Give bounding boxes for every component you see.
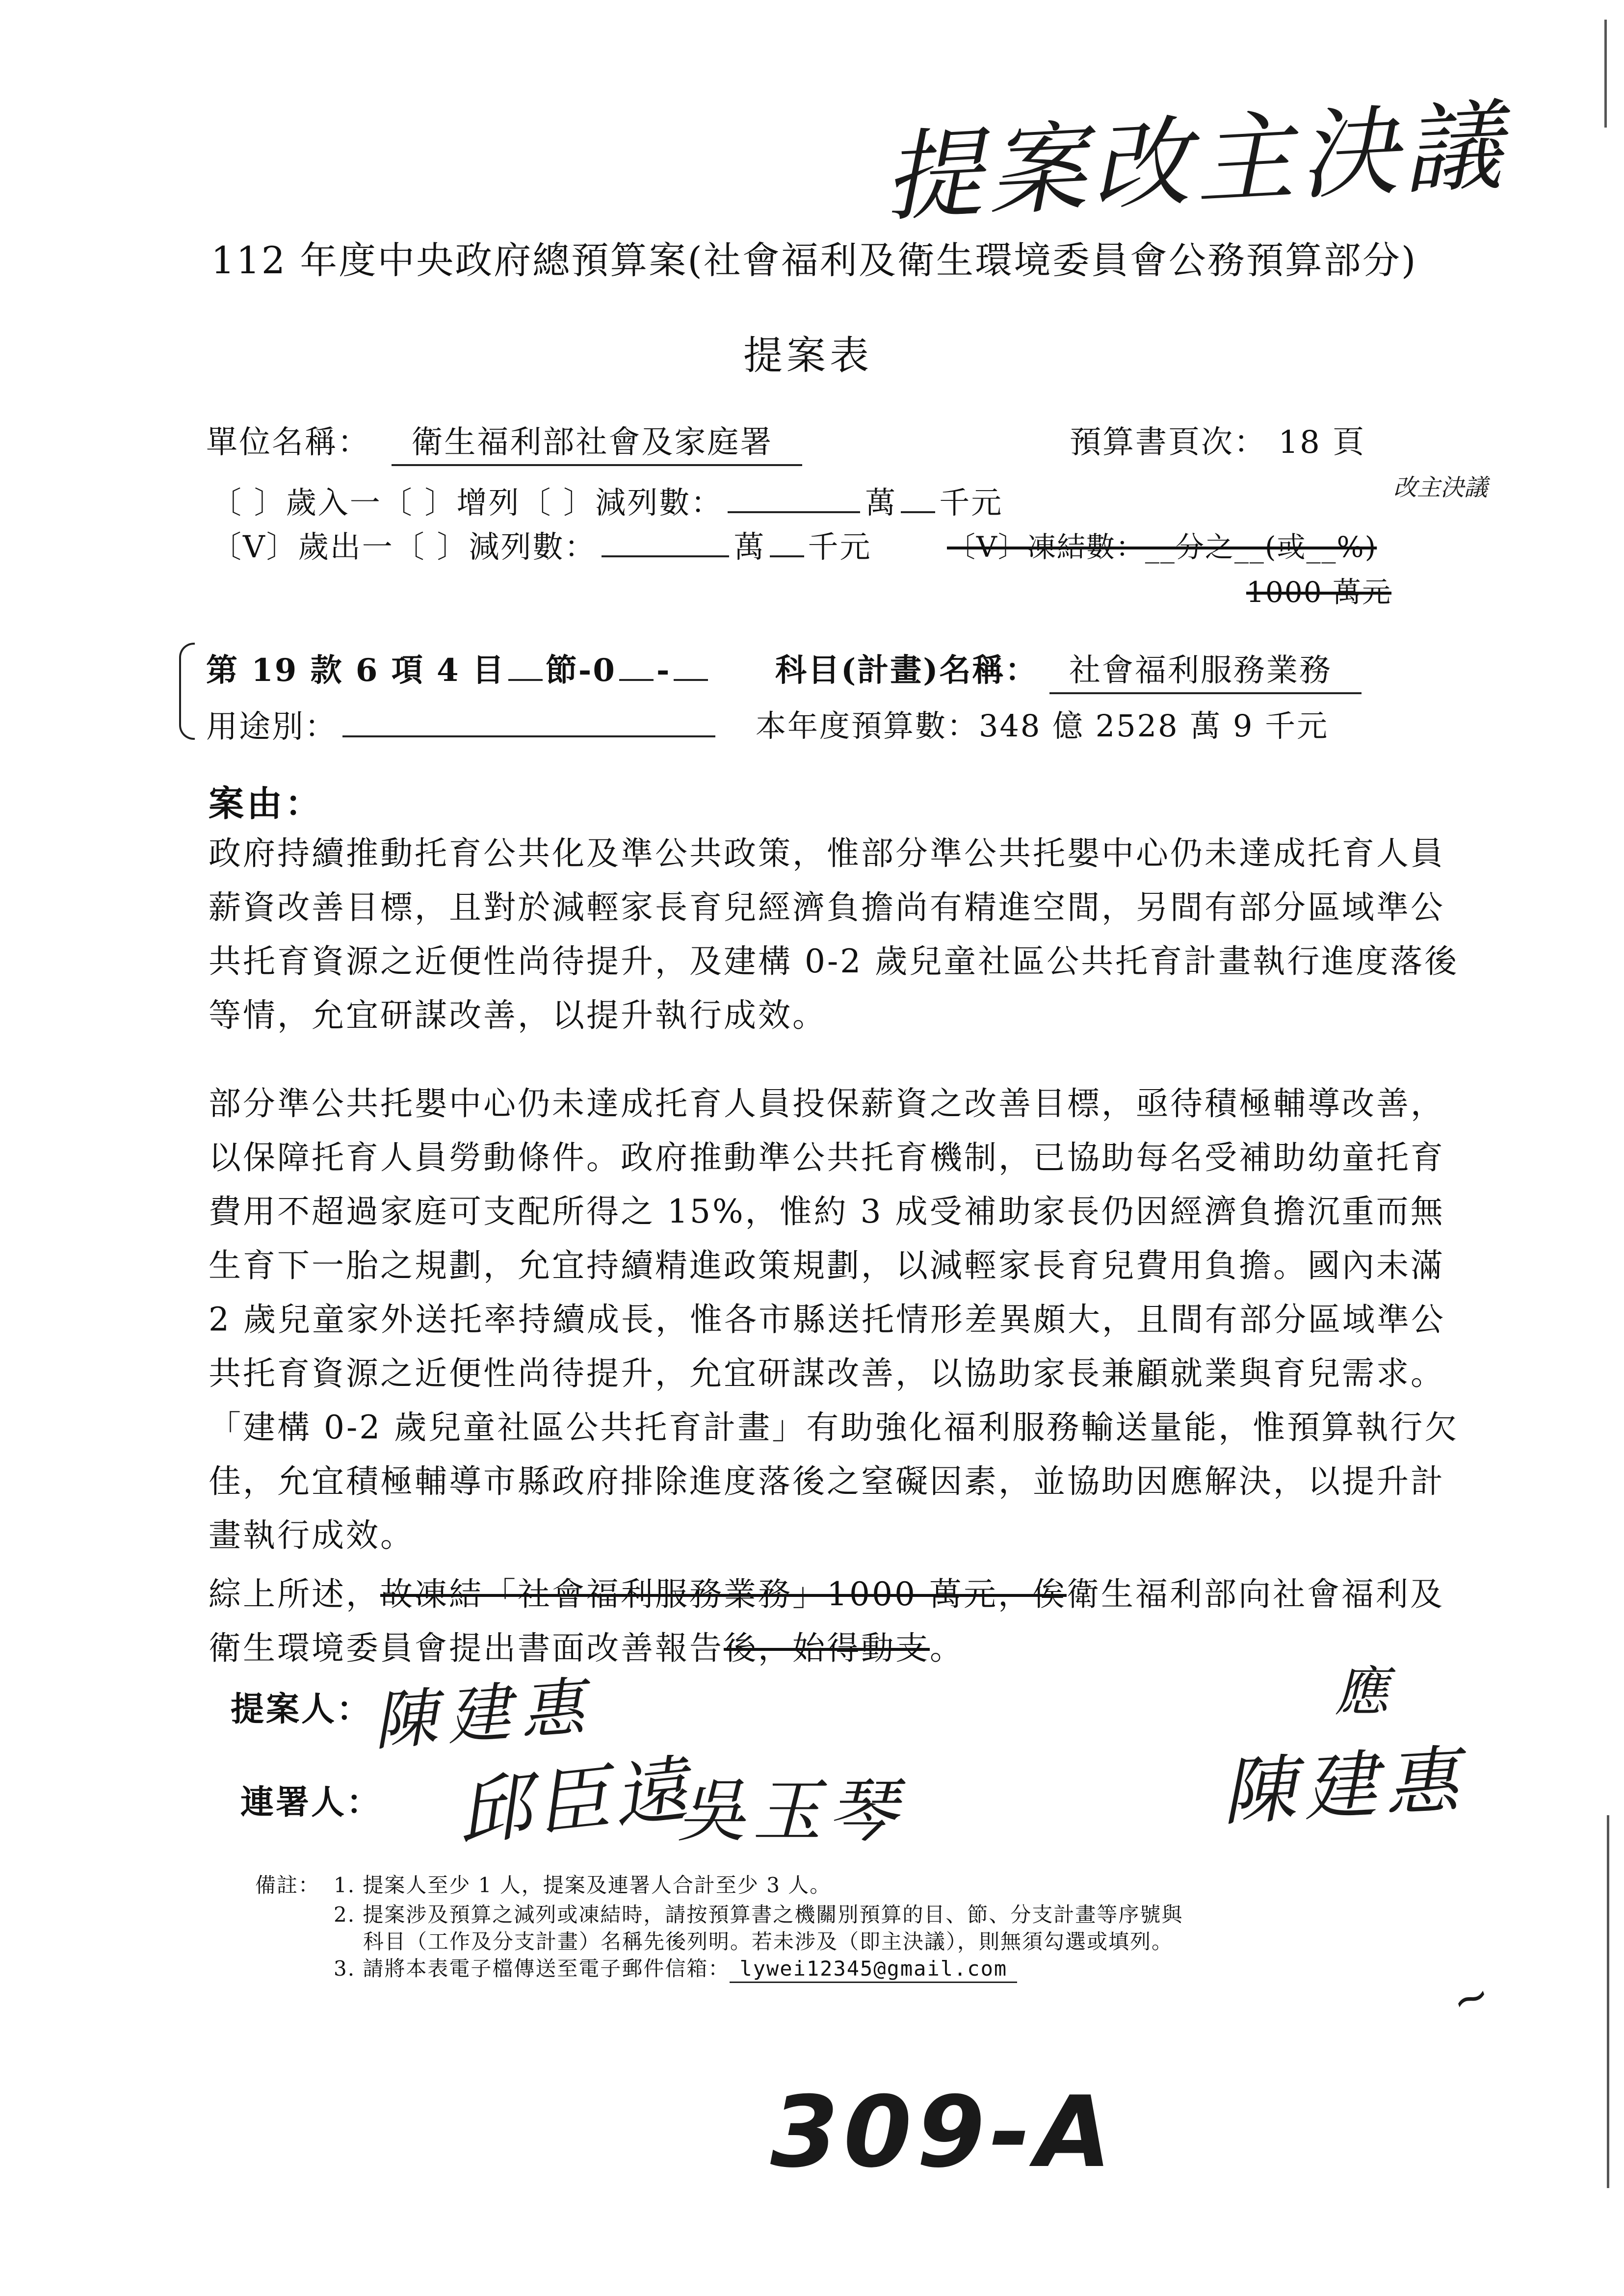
revenue-cut-checkbox[interactable]: 〔 〕 [520, 485, 596, 521]
revenue-cut-label: 減列數： [595, 485, 723, 521]
expense-wan-unit: 萬 [733, 529, 766, 565]
budget-page-row [1070, 417, 1365, 462]
unit-name-label: 單位名稱： [206, 424, 370, 461]
proposer-label: 提案人： [231, 1690, 372, 1729]
reason-release-struck: 後，始得動支 [724, 1629, 930, 1667]
freeze-amount-struck: 1000 萬元 [1246, 575, 1392, 609]
expense-cut-label: 減列數： [469, 529, 597, 565]
usage-label: 用途別： [206, 709, 338, 745]
subject-dash: - [656, 652, 671, 689]
revenue-row [211, 478, 1003, 522]
subject-section: 節-0 [545, 652, 616, 689]
unit-name-value: 衛生福利部社會及家庭署 [392, 417, 802, 466]
cosigner-signature-1: 邱臣遠 [453, 1747, 697, 1856]
budget-page-label: 預算書頁次： [1070, 424, 1267, 461]
reason-paragraph-3 [209, 1567, 1465, 1675]
margin-handwritten-note: 改主決議 [1393, 474, 1488, 501]
page-number-handwritten: 309-A [770, 2075, 1117, 2190]
note-2b: 科目（工作及分支計畫）名稱先後列明。若未涉及（即主決議），則無須勾選或填列。 [363, 1930, 1174, 1954]
note-2a: 2. 提案涉及預算之減列或凍結時，請按預算書之機關別預算的目、節、分支計畫等序號與 [334, 1903, 1183, 1927]
reason-summary-mid: 衛生福利部向社會福利及衛生環境委員會提出書面改善報告 [209, 1575, 1444, 1667]
unit-name-row [206, 417, 802, 466]
reason-summary-end: 。 [930, 1629, 964, 1667]
revenue-qian-unit: 千元 [939, 485, 1003, 521]
add-label: 增列 [456, 485, 521, 521]
note-3-row [334, 1953, 1017, 1983]
subject-section-blank[interactable] [619, 655, 654, 681]
budget-amount-row [756, 702, 1329, 745]
freeze-fraction-struck: 〔V〕凍結數：__分之__(或__%) [947, 530, 1377, 564]
reason-summary-start: 綜上所述， [209, 1575, 380, 1613]
usage-row [206, 702, 715, 747]
handwritten-squiggle: ~ [1444, 1967, 1497, 2029]
reason-paragraph-1: 政府持續推動托育公共化及準公共政策，惟部分準公共托嬰中心仍未達成托育人員薪資改善目標，且對於減輕家長育兒經濟負擔尚有精進空間，另間有部分區域準公共托育資源之近便性尚待提升，及建構 0-2 歲兒童社區公共托育計畫執行進度落後等情，允宜研謀改善，以提升執行成效。 [209, 835, 1459, 1034]
revenue-wan-unit: 萬 [865, 485, 897, 521]
form-title: 提案表 [743, 333, 873, 378]
reason-heading: 案由： [209, 783, 324, 824]
cosigner-label: 連署人： [240, 1783, 382, 1822]
email-link[interactable]: lywei12345@gmail.com [730, 1957, 1017, 1983]
expense-label: 歲出一 [298, 529, 394, 565]
expense-qian-blank[interactable] [770, 531, 804, 557]
subject-code-blank[interactable] [508, 655, 543, 681]
expense-qian-unit: 千元 [808, 529, 872, 565]
revenue-label: 歲入一 [286, 485, 382, 521]
subject-name-row [775, 645, 1362, 694]
add-checkbox[interactable]: 〔 〕 [381, 485, 457, 521]
subject-code-row [206, 645, 708, 690]
note-1: 1. 提案人至少 1 人，提案及連署人合計至少 3 人。 [334, 1873, 832, 1897]
subject-item-code: 第 19 款 6 項 4 目 [206, 652, 505, 689]
expense-wan-blank[interactable] [602, 531, 729, 557]
note-3: 3. 請將本表電子檔傳送至電子郵件信箱： [334, 1957, 730, 1981]
revenue-wan-blank[interactable] [728, 487, 860, 513]
expense-cut-checkbox[interactable]: 〔 〕 [393, 529, 469, 565]
proposer-signature: 陳建惠 [370, 1669, 597, 1759]
cosigner-signature-3: 陳建惠 [1220, 1738, 1468, 1836]
revenue-qian-blank[interactable] [901, 487, 935, 513]
handwritten-insert-note: 應 [1335, 1660, 1388, 1723]
handwritten-annotation-top: 提案改主決議 [881, 88, 1511, 236]
scan-edge-mark [1607, 1815, 1609, 2188]
subject-dash-blank[interactable] [674, 655, 708, 681]
reason-freeze-struck: 故凍結「社會福利服務業務」1000 萬元，俟 [380, 1575, 1067, 1613]
budget-amount-label: 本年度預算數： [756, 708, 979, 744]
notes-label: 備註： [255, 1873, 320, 1897]
subject-name-value: 社會福利服務業務 [1049, 645, 1362, 694]
expense-row [211, 522, 872, 566]
subject-name-label: 科目(計畫)名稱： [775, 652, 1038, 689]
cosigner-signature-2: 吳玉琴 [677, 1772, 904, 1852]
subject-bracket [179, 643, 195, 740]
usage-blank[interactable] [342, 711, 715, 737]
budget-amount-value: 348 億 2528 萬 9 千元 [979, 708, 1329, 744]
expense-checkbox[interactable]: 〔V〕 [211, 529, 298, 565]
document-title: 112 年度中央政府總預算案(社會福利及衛生環境委員會公務預算部分) [211, 238, 1417, 282]
revenue-checkbox[interactable]: 〔 〕 [211, 485, 286, 521]
scan-edge-mark [1604, 20, 1607, 128]
reason-paragraph-2: 部分準公共托嬰中心仍未達成托育人員投保薪資之改善目標，亟待積極輔導改善，以保障托育人員勞動條件。政府推動準公共托育機制，已協助每名受補助幼童托育費用不超過家庭可支配所得之 15%，惟約 3 成受補助家長仍因經濟負擔沉重而無生育下一胎之規劃，允宜持續精進政策規劃，以減輕家長育兒費用負擔。國內未滿 2 歲兒童家外送托率持續成長，惟各市縣送托情形差異頗大，且間有部分區域準公共托育資源之近便性尚待提升，允宜研謀改善，以協助家長兼顧就業與育兒需求。「建構 0-2 歲兒童社區公共托育計畫」有助強化福利服務輸送量能，惟預算執行欠佳，允宜積極輔導市縣政府排除進度落後之窒礙因素，並協助因應解決，以提升計畫執行成效。 [209, 1085, 1459, 1554]
budget-page-value: 18 頁 [1278, 424, 1366, 461]
